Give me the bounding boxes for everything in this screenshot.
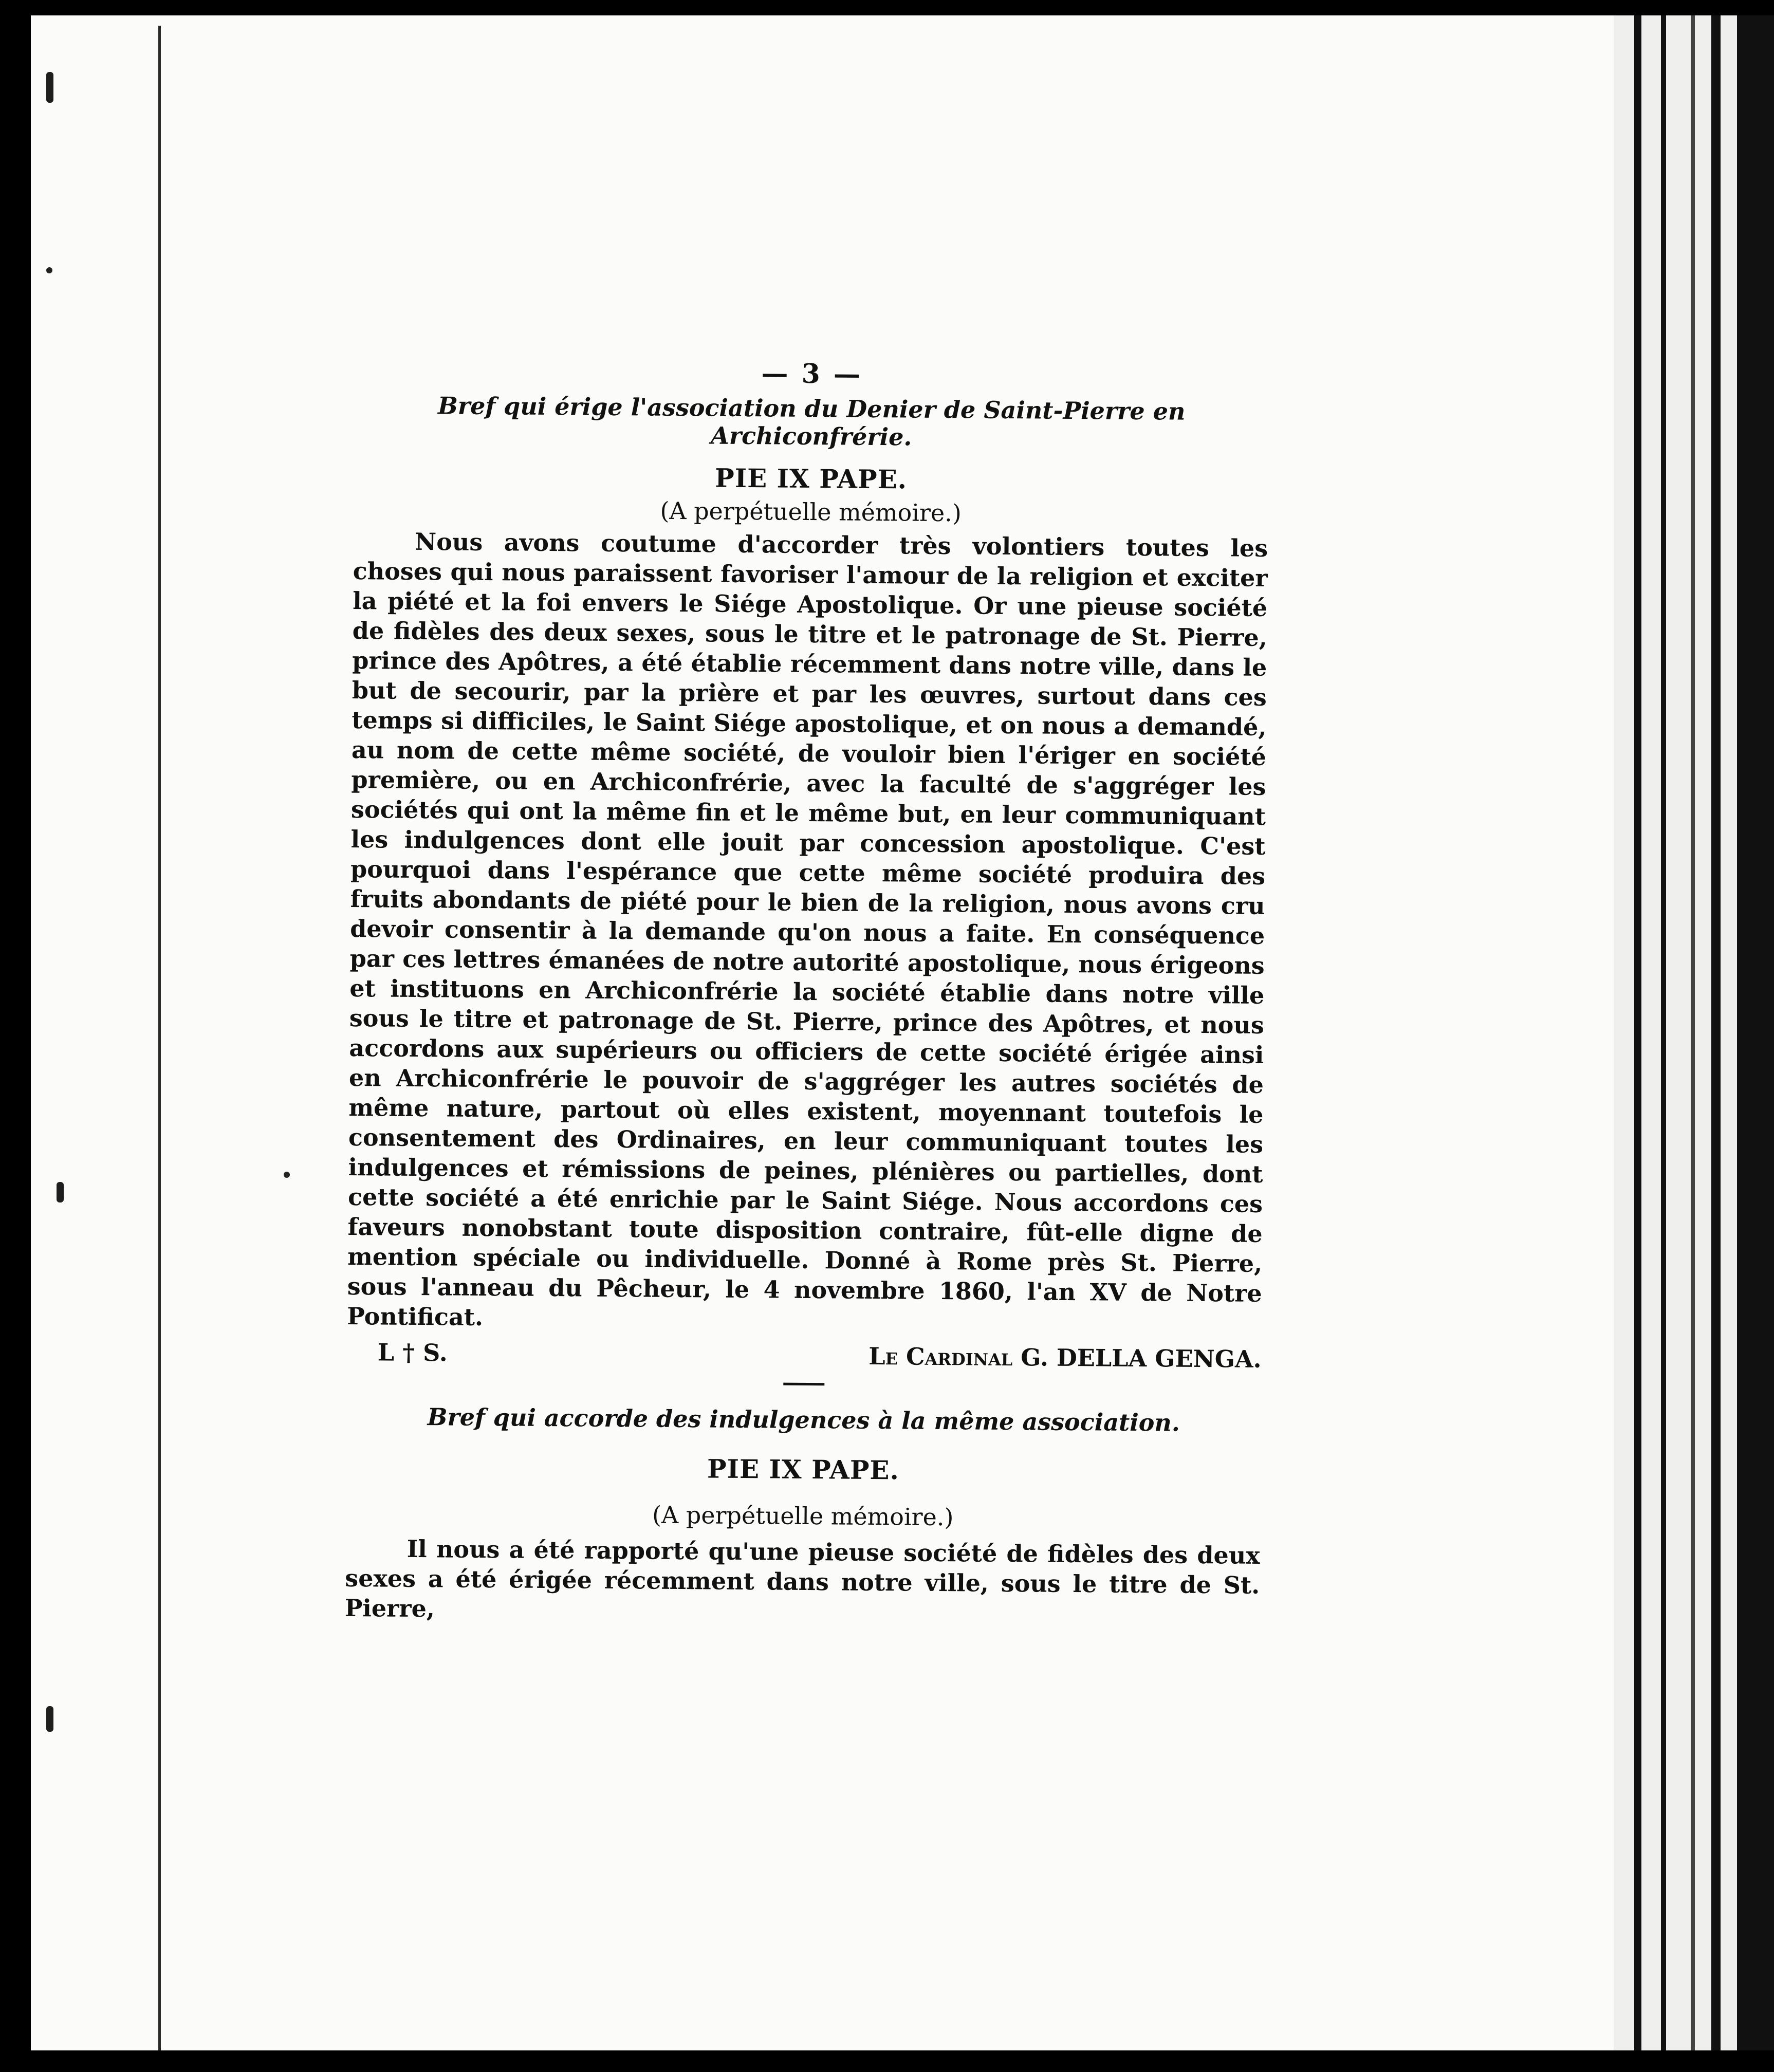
section-heading: Bref qui accorde des indulgences à la même association. xyxy=(427,1403,1180,1437)
section-body: Il nous a été rapporté qu'une pieuse société de fidèles des deux sexes a été érigée récemment dans notre ville, sous le titre de St. Pierre, xyxy=(344,1534,1260,1623)
section-title: PIE IX PAPE. xyxy=(707,1453,900,1486)
section-title: PIE IX PAPE. xyxy=(714,462,908,495)
section-divider xyxy=(783,1383,824,1386)
page-gutter-line xyxy=(158,26,161,2061)
section-body: Nous avons coutume d'accorder très volontiers toutes les choses qui nous paraissent favoriser l'amour de la religion et exciter la piété et la foi envers le Siége Apostolique. Or une pieuse société de fidèles des deux sexes, sous le titre et le patronage de St. Pierre, prince des Apôtres, a été établie récemment dans notre ville, dans le but de secourir, par la prière et par les œuvres, surtout dans ces temps si difficiles, le Saint Siége apostolique, et on nous a demandé, au nom de cette même société, de vouloir bien l'ériger en société première, ou en Archiconfrérie, avec la faculté de s'aggréger les sociétés qui ont la même fin et le même but, en leur communiquant les indulgences dont elle jouit par concession apostolique. C'est pourquoi dans l'espérance que cette même société produira des fruits abondants de piété pour le bien de la religion, nous avons cru devoir consentir à la demande qu'on nous a faite. En conséquence par ces lettres émanées de notre autorité apostolique, nous érigeons et instituons en Archiconfrérie la société établie dans notre ville sous le titre et patronage de St. Pierre, prince des Apôtres, et nous accordons aux supérieurs ou officiers de cette société érigée ainsi en Archiconfrérie le pouvoir de s'aggréger les autres sociétés de même nature, partout où elles existent, moyennant toutefois le consentement des Ordinaires, en leur communiquant toutes les indulgences et rémissions de peines, plénières ou partielles, dont cette société a été enrichie par le Saint Siége. Nous accordons ces faveurs nonobstant toute disposition contraire, fût-elle digne de mention spéciale ou individuelle. Donné à Rome près St. Pierre, sous l'anneau du Pêcheur, le 4 novembre 1860, l'an XV de Notre Pontificat. xyxy=(347,527,1268,1331)
scan-speck xyxy=(46,267,52,273)
section-2 xyxy=(345,1402,1261,1630)
seal-mark: L † S. xyxy=(377,1338,448,1367)
page-number: — 3 — xyxy=(761,358,863,390)
document-content xyxy=(345,355,1269,1630)
section-subtitle: (A perpétuelle mémoire.) xyxy=(660,496,962,527)
section-heading: Bref qui érige l'association du Denier de Saint-Pierre en Archiconfrérie. xyxy=(437,392,1186,451)
scan-speck xyxy=(284,1172,290,1178)
section-1 xyxy=(347,391,1269,1373)
signature-row xyxy=(378,1338,1262,1373)
signature: Le Cardinal G. DELLA GENGA. xyxy=(868,1342,1262,1373)
page-edge-stack xyxy=(1614,15,1774,2072)
scan-bottom-border xyxy=(0,2050,1774,2072)
left-edge-marks xyxy=(31,21,87,2050)
section-subtitle: (A perpétuelle mémoire.) xyxy=(652,1501,954,1531)
